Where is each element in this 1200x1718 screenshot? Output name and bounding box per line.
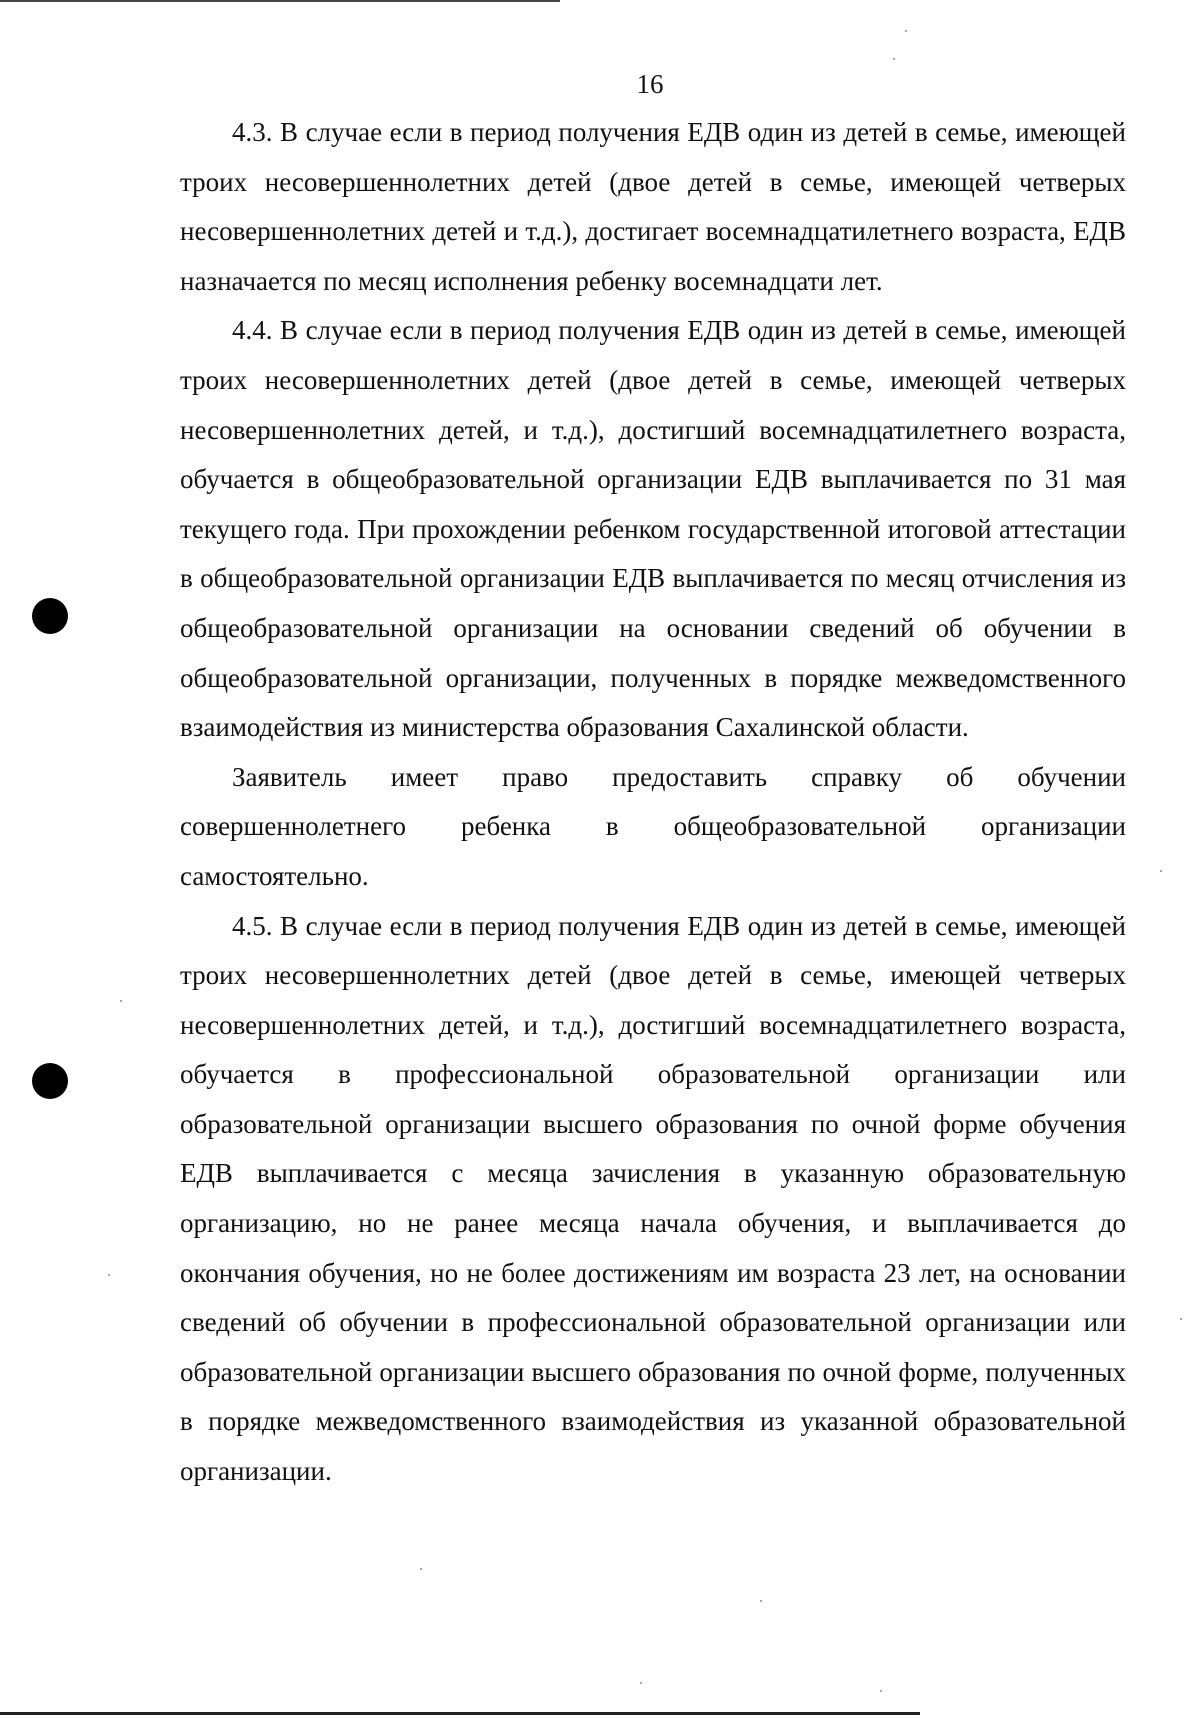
scan-speck [760,1600,762,1602]
scan-speck [880,1690,882,1692]
punch-hole-mark [32,1063,68,1099]
paragraph-4-4-note: Заявитель имеет право предоставить справку об обучении совершеннолетнего ребенка в общеобразовательной организации самостоятельно. [180,761,1126,891]
paragraph-4-4: 4.4. В случае если в период получения ЕДВ один из детей в семье, имеющей троих несовершеннолетних детей (двое детей в семье, имеющей четверых несовершеннолетних детей, и т.д.), достигший восемнадцатилетнего возраста, обучается в общеобразовательной организации ЕДВ выплачивается по 31 мая текущего года. При прохождении ребенком государственной итоговой аттестации в общеобразовательной организации ЕДВ выплачивается по месяц отчисления из общеобразовательной организации на основании сведений об обучении в общеобразовательной организации, полученных в порядке межведомственного взаимодействия из министерства образования Сахалинской области. [180,315,1126,743]
scan-speck [1160,870,1162,872]
scan-speck [120,1000,122,1002]
paragraph-4-5: 4.5. В случае если в период получения ЕДВ один из детей в семье, имеющей троих несовершеннолетних детей (двое детей в семье, имеющей четверых несовершеннолетних детей, и т.д.), достигший восемнадцатилетнего возраста, обучается в профессиональной образовательной организации или образовательной организации высшего образования по очной форме обучения ЕДВ выплачивается с месяца зачисления в указанную образовательную организацию, но не ранее месяца начала обучения, и выплачивается до окончания обучения, но не более достижениям им возраста 23 лет, на основании сведений об обучении в профессиональной образовательной организации или образовательной организации высшего образования по очной форме, полученных в порядке межведомственного взаимодействия из указанной образовательной организации. [180,910,1126,1487]
punch-hole-mark [32,598,68,634]
document-body [180,108,1126,1497]
scan-speck [893,58,895,60]
scan-speck [420,1568,422,1570]
scan-speck [640,1682,642,1684]
scan-edge-line-bottom [0,1712,920,1715]
scan-speck [108,1274,110,1276]
scan-speck [905,30,907,32]
paragraph-4-3: 4.3. В случае если в период получения ЕДВ один из детей в семье, имеющей троих несовершеннолетних детей (двое детей в семье, имеющей четверых несовершеннолетних детей и т.д.), достигает восемнадцатилетнего возраста, ЕДВ назначается по месяц исполнения ребенку восемнадцати лет. [180,117,1126,296]
scan-speck [1180,1318,1182,1320]
page-number: 16 [636,69,664,99]
scan-edge-line-top [0,0,560,2]
